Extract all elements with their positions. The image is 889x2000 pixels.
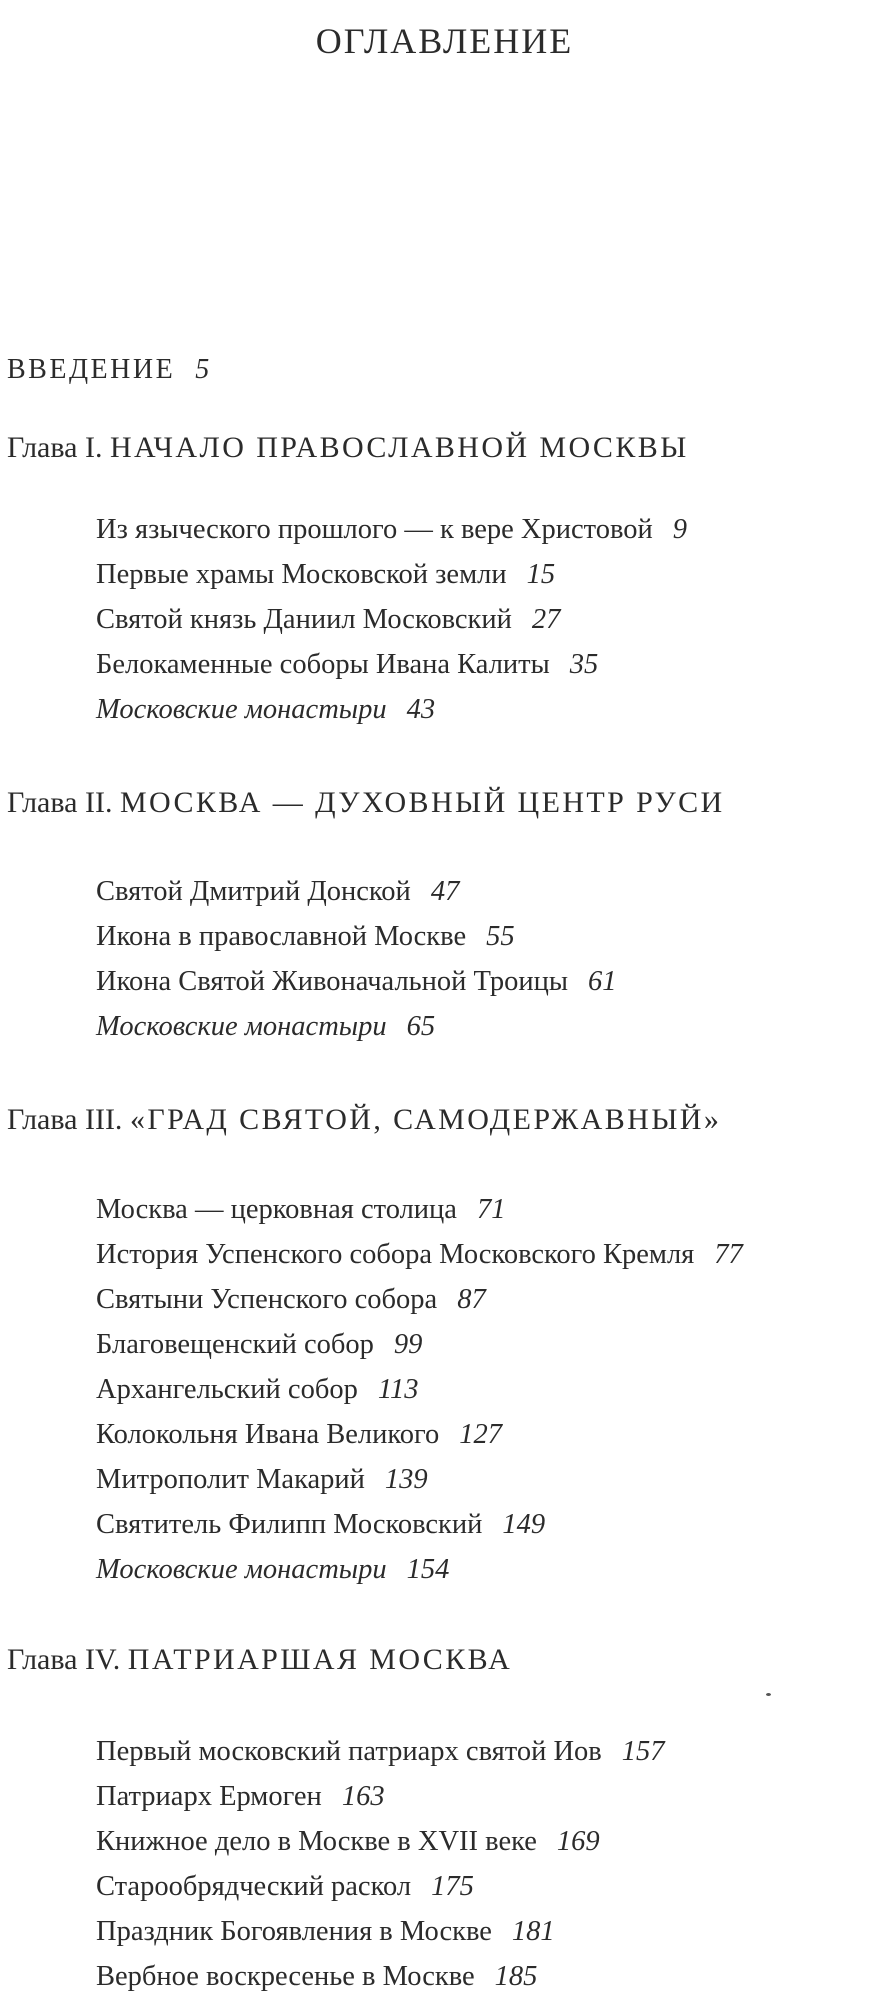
- toc-entry-monasteries[interactable]: [96, 690, 435, 730]
- entry-page-number: 149: [502, 1509, 546, 1540]
- toc-entry[interactable]: [96, 1190, 505, 1230]
- entry-title: Московские монастыри: [96, 694, 387, 725]
- entry-title: Святыни Успенского собора: [96, 1284, 438, 1315]
- entry-page-number: 169: [556, 1826, 600, 1857]
- print-speck: [766, 1693, 771, 1696]
- chapter-heading: [7, 1640, 512, 1680]
- entry-page-number: 47: [430, 876, 460, 907]
- page-title: ОГЛАВЛЕНИЕ: [315, 21, 574, 61]
- toc-entry[interactable]: [96, 1460, 428, 1500]
- entry-title: Архангельский собор: [96, 1374, 358, 1405]
- chapter-title: НАЧАЛО ПРАВОСЛАВНОЙ МОСКВЫ: [109, 431, 689, 464]
- entry-page-number: 175: [431, 1871, 474, 1902]
- entry-title: Белокаменные соборы Ивана Калиты: [96, 649, 550, 680]
- chapter-prefix: Глава II.: [7, 786, 113, 819]
- toc-entry[interactable]: [96, 1325, 422, 1365]
- entry-page-number: 99: [393, 1329, 423, 1360]
- toc-entry[interactable]: [96, 1280, 486, 1320]
- chapter-prefix: Глава III.: [7, 1103, 123, 1136]
- toc-entry[interactable]: [96, 1235, 743, 1275]
- entry-title: Патриарх Ермоген: [96, 1781, 322, 1812]
- chapter-prefix: Глава IV.: [7, 1643, 121, 1676]
- entry-page-number: 27: [531, 604, 561, 635]
- toc-entry[interactable]: [96, 645, 598, 685]
- toc-entry[interactable]: [96, 1822, 600, 1862]
- toc-entry-monasteries[interactable]: [96, 1550, 449, 1590]
- entry-title: Колокольня Ивана Великого: [96, 1419, 440, 1450]
- entry-page-number: 87: [457, 1284, 486, 1315]
- entry-title: Святой князь Даниил Московский: [96, 604, 512, 635]
- entry-page-number: 163: [341, 1781, 385, 1812]
- chapter-heading: [7, 428, 689, 468]
- entry-title: Книжное дело в Москве в XVII веке: [96, 1826, 537, 1857]
- entry-page-number: 154: [406, 1554, 450, 1585]
- entry-page-number: 43: [406, 694, 436, 725]
- entry-title: Благовещенский собор: [96, 1329, 374, 1360]
- entry-title: Москва — церковная столица: [96, 1194, 457, 1225]
- entry-title: Праздник Богоявления в Москве: [96, 1916, 492, 1947]
- entry-title: Старообрядческий раскол: [96, 1871, 412, 1902]
- entry-title: Икона Святой Живоначальной Троицы: [96, 966, 569, 997]
- entry-title: Из языческого прошлого — к вере Христовой: [96, 514, 653, 545]
- toc-entry[interactable]: [96, 1415, 502, 1455]
- chapter-heading: [7, 1100, 721, 1140]
- entry-page-number: 9: [672, 514, 687, 545]
- entry-title: Вербное воскресенье в Москве: [96, 1961, 475, 1992]
- chapter-prefix: Глава I.: [7, 431, 103, 464]
- toc-entry[interactable]: [96, 510, 687, 550]
- chapter-title: ПАТРИАРШАЯ МОСКВА: [127, 1643, 513, 1676]
- entry-title: Митрополит Макарий: [96, 1464, 365, 1495]
- toc-entry[interactable]: [96, 1732, 665, 1772]
- entry-page-number: 65: [406, 1011, 436, 1042]
- entry-title: Первый московский патриарх святой Иов: [96, 1736, 602, 1767]
- entry-page-number: 35: [569, 649, 599, 680]
- intro-label: ВВЕДЕНИЕ: [7, 354, 176, 385]
- entry-page-number: 71: [476, 1194, 506, 1225]
- toc-entry-monasteries[interactable]: [96, 1007, 435, 1047]
- entry-page-number: 139: [384, 1464, 428, 1495]
- chapter-title: «ГРАД СВЯТОЙ, САМОДЕРЖАВНЫЙ»: [129, 1103, 722, 1136]
- toc-entry[interactable]: [96, 1505, 545, 1545]
- entry-page-number: 127: [459, 1419, 503, 1450]
- entry-page-number: 113: [377, 1374, 419, 1405]
- entry-title: Святой Дмитрий Донской: [96, 876, 411, 907]
- entry-page-number: 181: [511, 1916, 555, 1947]
- chapter-heading: [7, 783, 725, 823]
- entry-title: Святитель Филипп Московский: [96, 1509, 483, 1540]
- intro-page-number: 5: [195, 354, 212, 385]
- toc-entry[interactable]: [96, 917, 515, 957]
- entry-title: История Успенского собора Московского Кремля: [96, 1239, 695, 1270]
- entry-title: Первые храмы Московской земли: [96, 559, 507, 590]
- toc-entry[interactable]: [96, 872, 459, 912]
- toc-entry[interactable]: [96, 1777, 385, 1817]
- entry-page-number: 55: [486, 921, 515, 952]
- toc-entry[interactable]: [96, 1912, 555, 1952]
- entry-page-number: 61: [588, 966, 617, 997]
- chapter-title: МОСКВА — ДУХОВНЫЙ ЦЕНТР РУСИ: [119, 786, 725, 819]
- entry-title: Московские монастыри: [96, 1554, 387, 1585]
- entry-page-number: 185: [494, 1961, 538, 1992]
- entry-page-number: 15: [526, 559, 556, 590]
- entry-title: Московские монастыри: [96, 1011, 387, 1042]
- toc-entry[interactable]: [96, 1867, 474, 1907]
- intro-entry[interactable]: [7, 350, 212, 390]
- entry-page-number: 157: [621, 1736, 665, 1767]
- entry-page-number: 77: [714, 1239, 743, 1270]
- toc-entry[interactable]: [96, 555, 555, 595]
- toc-entry[interactable]: [96, 600, 560, 640]
- toc-entry[interactable]: [96, 962, 617, 1002]
- toc-entry[interactable]: [96, 1370, 418, 1410]
- toc-entry[interactable]: [96, 1957, 537, 1997]
- entry-title: Икона в православной Москве: [96, 921, 467, 952]
